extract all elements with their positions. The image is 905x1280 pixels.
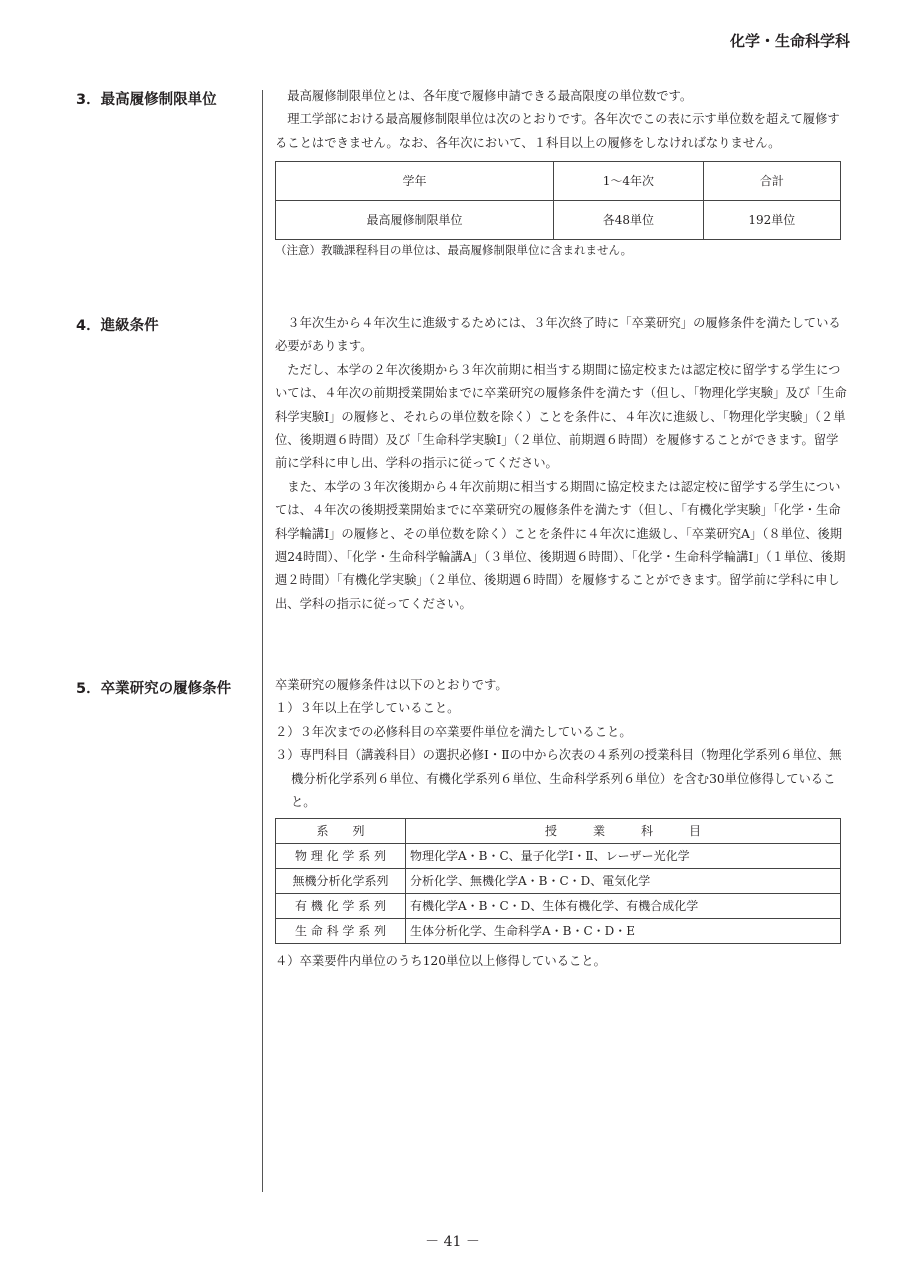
list-item: ２）３年次までの必修科目の卒業要件単位を満たしていること。 bbox=[275, 724, 632, 739]
section-3-heading: 3．最高履修制限単位 bbox=[76, 92, 217, 108]
course-list-cell: 生体分析化学、生命科学A・B・C・D・E bbox=[406, 919, 841, 944]
list-item: １）３年以上在学していること。 bbox=[275, 701, 460, 716]
course-list-cell: 有機化学A・B・C・D、生体有機化学、有機合成化学 bbox=[406, 894, 841, 919]
table-row bbox=[276, 919, 841, 944]
section-4-paragraph: また、本学の３年次後期から４年次前期に相当する期間に協定校または認定校に留学する学生については、４年次の後期授業開始までに卒業研究の履修条件を満たす（但し、「有機化学実験」「化学・生命科学輪講Ⅰ」の履修と、その単位数を除く）ことを条件に４年次に進級し、「卒業研究A」（８単位、後期週24時間）、「化学・生命科学輪講A」（３単位、後期週６時間）、「化学・生命科学輪講Ⅰ」（１単位、後期週２時間）「有機化学実験」（２単位、後期週６時間）を履修することができます。留学前に学科に申し出、学科の指示に従ってください。 bbox=[275, 479, 846, 611]
section-5-heading: 5．卒業研究の履修条件 bbox=[76, 681, 232, 697]
page-number: － 41 － bbox=[425, 1234, 480, 1250]
table-row bbox=[276, 162, 841, 201]
course-series-table bbox=[275, 818, 841, 944]
section-5-intro: 卒業研究の履修条件は以下のとおりです。 bbox=[275, 678, 508, 692]
table-row bbox=[276, 844, 841, 869]
section-4-body bbox=[275, 312, 848, 616]
series-name-cell: 無機分析化学系列 bbox=[276, 869, 406, 894]
section-3-body bbox=[275, 85, 848, 260]
table-header-cell: 授 業 科 目 bbox=[406, 819, 841, 844]
list-item: ３）専門科目（講義科目）の選択必修Ⅰ・Ⅱの中から次表の４系列の授業科目（物理化学系列６単位、無機分析化学系列６単位、有機化学系列６単位、生命科学系列６単位）を含む30単位修得していること。 bbox=[275, 748, 842, 810]
section-4-paragraph: ただし、本学の２年次後期から３年次前期に相当する期間に協定校または認定校に留学する学生については、４年次の前期授業開始までに卒業研究の履修条件を満たす（但し、「物理化学実験」及び「生命科学実験Ⅰ」の履修と、それらの単位数を除く）ことを条件に、４年次に進級し、「物理化学実験」（２単位、後期週６時間）及び「生命科学実験Ⅰ」（２単位、前期週６時間）を履修することができます。留学前に学科に申し出、学科の指示に従ってください。 bbox=[275, 362, 847, 471]
table-cell: 192単位 bbox=[703, 201, 840, 240]
table-cell: 最高履修制限単位 bbox=[276, 201, 554, 240]
list-item: ４）卒業要件内単位のうち120単位以上修得していること。 bbox=[275, 954, 606, 969]
table-row bbox=[276, 894, 841, 919]
table-header-cell: 学年 bbox=[276, 162, 554, 201]
table-cell: 各48単位 bbox=[553, 201, 703, 240]
section-5-body bbox=[275, 674, 848, 974]
max-credit-table bbox=[275, 161, 841, 240]
table-row bbox=[276, 869, 841, 894]
table-header-cell: 合計 bbox=[703, 162, 840, 201]
section-3-paragraph: 最高履修制限単位とは、各年度で履修申請できる最高限度の単位数です。 bbox=[287, 89, 693, 103]
department-title: 化学・生命科学科 bbox=[729, 32, 850, 50]
series-name-cell: 物 理 化 学 系 列 bbox=[276, 844, 406, 869]
series-name-cell: 生 命 科 学 系 列 bbox=[276, 919, 406, 944]
section-3-paragraph: 理工学部における最高履修制限単位は次のとおりです。各年次でこの表に示す単位数を超えて履修することはできません。なお、各年次において、１科目以上の履修をしなければなりません。 bbox=[275, 112, 840, 150]
table-row bbox=[276, 819, 841, 844]
table-header-cell: 1～4年次 bbox=[553, 162, 703, 201]
column-divider bbox=[262, 90, 263, 1192]
course-list-cell: 物理化学A・B・C、量子化学Ⅰ・Ⅱ、レーザー光化学 bbox=[406, 844, 841, 869]
section-4-heading: 4．進級条件 bbox=[76, 318, 159, 334]
section-3-note: （注意）教職課程科目の単位は、最高履修制限単位に含まれません。 bbox=[275, 243, 633, 258]
series-name-cell: 有 機 化 学 系 列 bbox=[276, 894, 406, 919]
table-row bbox=[276, 201, 841, 240]
course-list-cell: 分析化学、無機化学A・B・C・D、電気化学 bbox=[406, 869, 841, 894]
section-4-paragraph: ３年次生から４年次生に進級するためには、３年次終了時に「卒業研究」の履修条件を満たしている必要があります。 bbox=[275, 316, 841, 354]
table-header-cell: 系 列 bbox=[276, 819, 406, 844]
